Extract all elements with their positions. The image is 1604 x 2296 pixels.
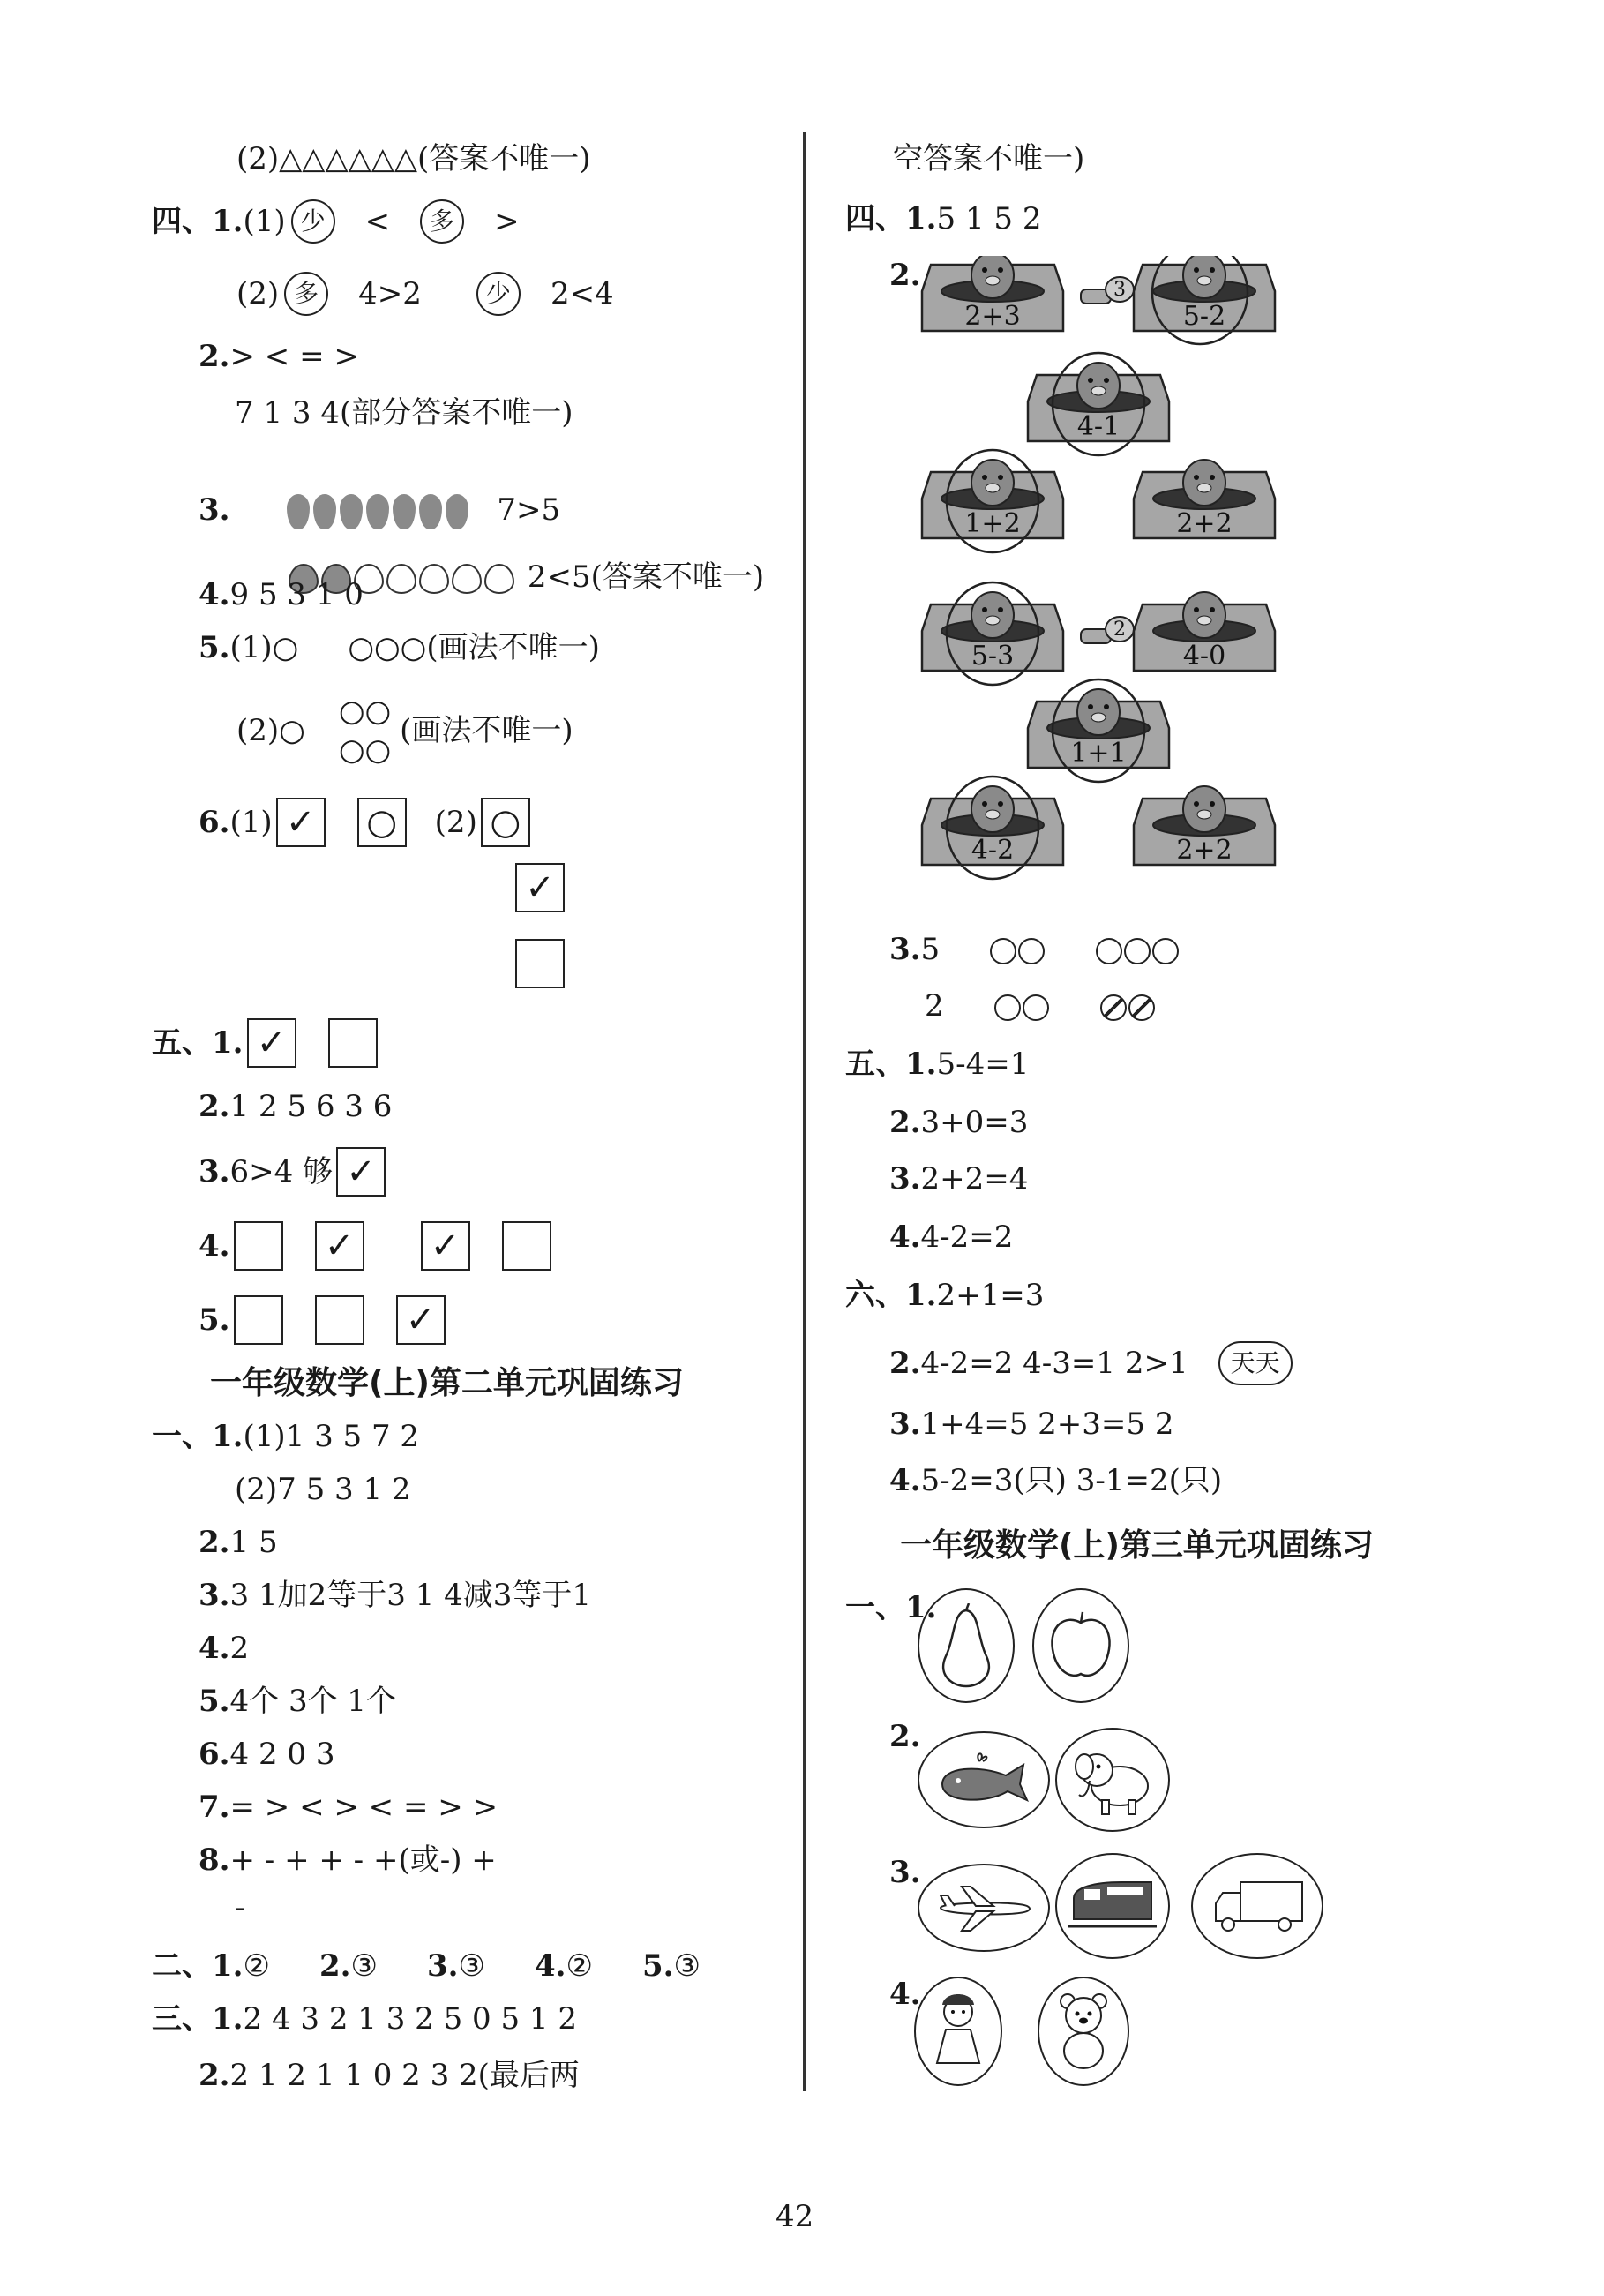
question-number: 1. xyxy=(212,1025,244,1061)
answer-line: (2)△△△△△△(答案不唯一) xyxy=(236,141,591,176)
circled-answer: 少 xyxy=(476,272,521,316)
s4-q1-line2: (2) 多 4>2 少 2<4 xyxy=(236,272,614,316)
u2-q6: 6. 4 2 0 3 xyxy=(199,1737,335,1772)
r-s4-q2 xyxy=(889,256,921,295)
r-u3-q3 xyxy=(889,1853,921,1892)
circle-icon xyxy=(994,994,1021,1021)
question-number: 5. xyxy=(641,1948,674,1984)
r-s4-q3-line2: 2 xyxy=(925,987,1156,1025)
ring-group xyxy=(993,987,1050,1025)
question-number: 4. xyxy=(199,1631,230,1666)
s5-q4 xyxy=(199,1221,555,1271)
empty-box xyxy=(502,1221,551,1271)
question-number: 3. xyxy=(889,1161,921,1197)
u2-q1-line1: 一、 1. (1)1 3 5 7 2 xyxy=(152,1419,420,1454)
s4-q2-line2: 7 1 3 4(部分答案不唯一) xyxy=(235,395,573,431)
question-number: 4. xyxy=(534,1948,566,1984)
apple-picture xyxy=(1032,1588,1129,1703)
mole-expression: 1+1 xyxy=(1070,738,1127,769)
hammer-icon xyxy=(1081,277,1134,304)
section-label: 四、 xyxy=(845,201,905,236)
crossed-circle-icon xyxy=(1100,994,1127,1021)
mole-card xyxy=(1028,363,1169,442)
mole-card xyxy=(1134,460,1275,539)
u2-q8: 8. + - + + - +(或-) + xyxy=(199,1842,497,1878)
truck-icon xyxy=(1209,1875,1306,1937)
s5-q5 xyxy=(199,1295,449,1345)
u2-q4: 4. 2 xyxy=(199,1631,250,1666)
mole-card xyxy=(1134,592,1275,672)
doll-picture xyxy=(914,1977,1002,2086)
section-label: 六、 xyxy=(845,1278,905,1313)
mole-expression: 2+3 xyxy=(964,301,1021,332)
r-u3-q2 xyxy=(889,1717,921,1756)
circled-answer: 天天 xyxy=(1218,1341,1293,1385)
r-s5-q1: 五、 1. 5-4=1 xyxy=(845,1047,1030,1082)
question-number: 2. xyxy=(199,1089,230,1124)
question-number: 2. xyxy=(889,258,921,293)
mole-expression: 4-1 xyxy=(1076,411,1121,442)
circle-icon xyxy=(1124,938,1151,964)
question-number: 3. xyxy=(199,1154,230,1189)
svg-text:2: 2 xyxy=(1113,619,1126,641)
mole-expression: 4-2 xyxy=(971,835,1015,866)
circle-icon xyxy=(1152,938,1179,964)
doll-icon xyxy=(925,1987,992,2075)
mole-expression: 2+2 xyxy=(1176,835,1233,866)
ring-group xyxy=(1095,930,1180,969)
question-number: 1. xyxy=(905,201,937,236)
r-s5-q3: 3. 2+2=4 xyxy=(889,1161,1029,1197)
question-number: 6. xyxy=(199,805,230,840)
mole-card xyxy=(922,460,1063,539)
mole-card xyxy=(1028,689,1169,769)
question-number: 2. xyxy=(199,339,230,374)
mole-card xyxy=(922,786,1063,866)
r-s4-q3-line1: 3. 5 xyxy=(889,930,1180,969)
s5-q2: 2. 1 2 5 6 3 6 xyxy=(199,1089,393,1124)
u2-q8-cont: - xyxy=(235,1890,245,1925)
checkbox-answer: ✓ xyxy=(276,798,326,847)
mole-expression: 5-2 xyxy=(1182,301,1226,332)
section-label: 二、 xyxy=(152,1948,212,1984)
u2-q5: 5. 4个 3个 1个 xyxy=(199,1684,397,1719)
mole-diagram xyxy=(918,256,1288,891)
s5-q1 xyxy=(152,1018,381,1068)
s5-q3: 3. 6>4 够 ✓ xyxy=(199,1147,389,1197)
circled-answer: 少 xyxy=(291,199,335,244)
r-s6-q4: 4. 5-2=3(只) 3-1=2(只) xyxy=(889,1463,1223,1498)
peach-icon xyxy=(386,564,416,594)
question-number: 3. xyxy=(199,1578,230,1613)
question-number: 1. xyxy=(212,204,244,239)
question-number: 7. xyxy=(199,1790,230,1825)
svg-text:3: 3 xyxy=(1113,279,1126,301)
r-answer-line: 空答案不唯一) xyxy=(893,141,1085,176)
r-s4-q1: 四、 1. 5 1 5 2 xyxy=(845,201,1042,236)
question-number: 5. xyxy=(199,630,230,665)
circle-icon xyxy=(1096,938,1122,964)
unit3-title: 一年级数学(上)第三单元巩固练习 xyxy=(900,1527,1374,1564)
question-number: 2. xyxy=(199,1525,230,1560)
mole-expression: 1+2 xyxy=(964,508,1021,539)
ring-group xyxy=(989,930,1046,969)
s4-q4: 4. 9 5 3 1 0 xyxy=(199,577,364,612)
question-number: 2. xyxy=(889,1346,921,1381)
question-number: 3. xyxy=(889,932,921,967)
question-number: 1. xyxy=(905,1047,937,1082)
question-number: 4. xyxy=(199,1228,230,1264)
question-number: 3. xyxy=(889,1855,921,1890)
mole-card xyxy=(1134,256,1275,332)
question-number: 2. xyxy=(319,1948,351,1984)
ring-group xyxy=(1099,987,1156,1025)
question-number: 5. xyxy=(199,1302,230,1338)
mole-card xyxy=(922,592,1063,672)
question-number: 1. xyxy=(905,1278,937,1313)
question-number: 4. xyxy=(889,1463,921,1498)
page-number: 42 xyxy=(776,2199,814,2234)
u2-s2: 二、 1. ② 2. ③ 3. ③ 4. ② 5. ③ xyxy=(152,1948,701,1984)
checkbox-answer: ✓ xyxy=(336,1147,386,1197)
mole-card xyxy=(922,256,1063,332)
question-number: 3. xyxy=(199,492,230,528)
apple-icon xyxy=(1047,1610,1114,1681)
question-number: 2. xyxy=(889,1719,921,1754)
unit2-title: 一年级数学(上)第二单元巩固练习 xyxy=(210,1365,684,1401)
peach-icon xyxy=(419,564,449,594)
section-label: 三、 xyxy=(152,2001,212,2037)
circle-box-answer: ○ xyxy=(357,798,407,847)
empty-box xyxy=(234,1295,283,1345)
column-divider xyxy=(803,132,806,2091)
s4-q1-line1: 四、 1. (1) 少 < 多 > xyxy=(152,199,520,244)
airplane-icon xyxy=(935,1881,1032,1934)
r-s5-q2: 2. 3+0=3 xyxy=(889,1105,1029,1140)
u2-q3: 3. 3 1加2等于3 1 4减3等于1 xyxy=(199,1578,591,1613)
train-icon xyxy=(1068,1875,1157,1937)
circle-icon xyxy=(1018,938,1045,964)
peach-icon xyxy=(484,564,514,594)
whale-picture xyxy=(918,1731,1050,1828)
empty-box xyxy=(315,1295,364,1345)
empty-box xyxy=(515,939,565,988)
circled-answer: 多 xyxy=(284,272,328,316)
question-number: 6. xyxy=(199,1737,230,1772)
question-number: 2. xyxy=(889,1105,921,1140)
circle-icon xyxy=(990,938,1016,964)
teddy-bear-picture xyxy=(1038,1977,1129,2086)
question-number: 5. xyxy=(199,1684,230,1719)
question-number: 1. xyxy=(212,1948,244,1984)
peach-icon xyxy=(452,564,482,594)
checkbox-answer: ✓ xyxy=(315,1221,364,1271)
checkbox-answer: ✓ xyxy=(396,1295,446,1345)
pear-icon xyxy=(935,1603,997,1688)
r-s6-q2: 2. 4-2=2 4-3=1 2>1 天天 xyxy=(889,1341,1298,1385)
s4-q3-line1: 3. 7>5 xyxy=(199,452,560,568)
question-number: 4. xyxy=(889,1977,921,2012)
elephant-picture xyxy=(1055,1728,1170,1832)
elephant-icon xyxy=(1070,1742,1155,1818)
circled-answer: 多 xyxy=(420,199,464,244)
circle-icon xyxy=(1023,994,1049,1021)
question-number: 4. xyxy=(199,577,230,612)
train-picture xyxy=(1055,1853,1170,1959)
crossed-circle-icon xyxy=(1128,994,1155,1021)
r-s6-q1: 六、 1. 2+1=3 xyxy=(845,1278,1045,1313)
truck-picture xyxy=(1191,1853,1323,1959)
section-label: 五、 xyxy=(845,1047,905,1082)
s4-q6-line1: 6. (1) ✓ ○ (2) ○ xyxy=(199,798,534,847)
hammer-icon xyxy=(1081,617,1134,643)
section-label: 一、 xyxy=(152,1419,212,1454)
section-label: 一、 xyxy=(845,1590,905,1625)
pear-picture xyxy=(918,1588,1015,1703)
mole-expression: 5-3 xyxy=(971,641,1015,672)
section-label: 五、 xyxy=(152,1025,212,1061)
mole-expression: 4-0 xyxy=(1182,641,1226,672)
whale-icon xyxy=(935,1749,1032,1811)
circle-box-answer: ○ xyxy=(481,798,530,847)
question-number: 1. xyxy=(905,1590,937,1625)
airplane-picture xyxy=(918,1864,1050,1952)
teddy-bear-icon xyxy=(1048,1987,1119,2075)
u2-q1-line2: (2)7 5 3 1 2 xyxy=(235,1472,411,1507)
question-number: 3. xyxy=(889,1407,921,1442)
checkbox-answer: ✓ xyxy=(247,1018,296,1068)
r-s5-q4: 4. 4-2=2 xyxy=(889,1219,1014,1255)
s4-q3-line2: 2<5(答案不唯一) xyxy=(231,519,764,635)
question-number: 4. xyxy=(889,1219,921,1255)
r-s6-q3: 3. 1+4=5 2+3=5 2 xyxy=(889,1407,1174,1442)
mole-card xyxy=(1134,786,1275,866)
s4-q5-line2: (2)○ ○○ ○○ (画法不唯一) xyxy=(236,694,573,768)
empty-box xyxy=(234,1221,283,1271)
question-number: 8. xyxy=(199,1842,230,1878)
checkbox-answer: ✓ xyxy=(421,1221,470,1271)
circle-stack: ○○ ○○ xyxy=(338,694,392,768)
u2-s3-q1: 三、 1. 2 4 3 2 1 3 2 5 0 5 1 2 xyxy=(152,2001,577,2037)
question-number: 3. xyxy=(426,1948,459,1984)
r-u3-q4 xyxy=(889,1975,921,2014)
u2-q2: 2. 1 5 xyxy=(199,1525,278,1560)
section-label: 四、 xyxy=(152,204,212,239)
u2-s3-q2: 2. 2 1 2 1 1 0 2 3 2(最后两 xyxy=(199,2058,580,2093)
question-number: 2. xyxy=(199,2058,230,2093)
s4-q5-line1: 5. (1)○ ○○○(画法不唯一) xyxy=(199,630,600,665)
empty-box xyxy=(328,1018,378,1068)
checkbox-answer: ✓ xyxy=(515,863,565,912)
question-number: 1. xyxy=(212,1419,244,1454)
u2-q7: 7. = > < > < = > > xyxy=(199,1790,498,1825)
question-number: 1. xyxy=(212,2001,244,2037)
mole-expression: 2+2 xyxy=(1176,508,1233,539)
s4-q2-line1: 2. > < = > xyxy=(199,339,359,374)
